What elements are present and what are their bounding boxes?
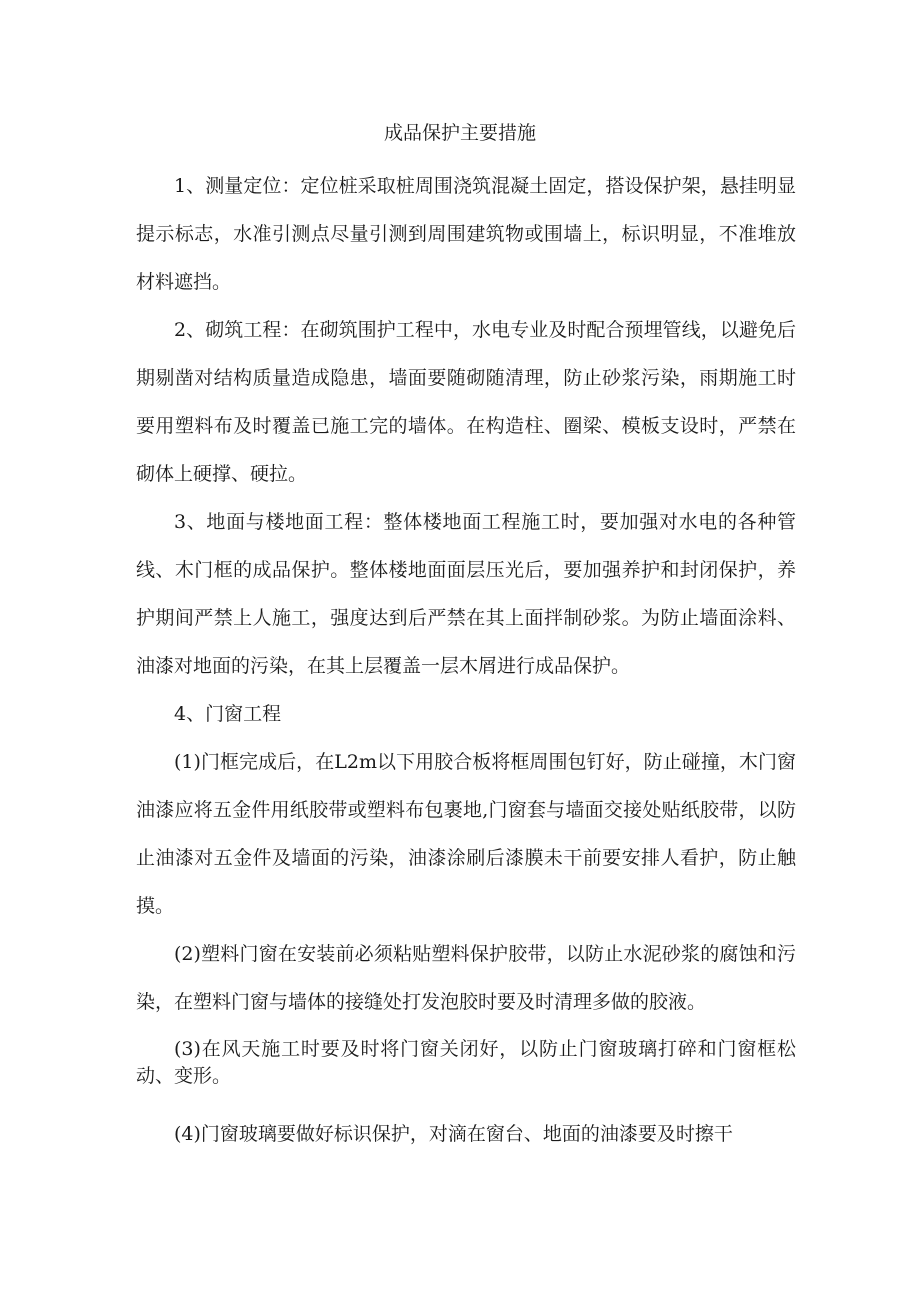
document-title: 成品保护主要措施 (383, 122, 536, 144)
paragraph-door-frame: (1)门框完成后，在L2m以下用胶合板将框周围包钉好，防止碰撞，木门窗油漆应将五金件用纸胶带或塑料布包裹地,门窗套与墙面交接处贴纸胶带，以防止油漆对五金件及墙面的污染，油漆涂刷后漆膜未干前要安排人看护，防止触摸。 (136, 751, 796, 917)
paragraph-doors-windows-heading: 4、门窗工程 (174, 703, 282, 725)
paragraph-flooring: 3、地面与楼地面工程：整体楼地面工程施工时，要加强对水电的各种管线、木门框的成品保护。整体楼地面面层压光后，要加强养护和封闭保护，养护期间严禁上人施工，强度达到后严禁在其上面拌制砂浆。为防止墙面涂料、油漆对地面的污染，在其上层覆盖一层木屑进行成品保护。 (136, 511, 796, 677)
paragraph-plastic-windows: (2)塑料门窗在安装前必须粘贴塑料保护胶带，以防止水泥砂浆的腐蚀和污染，在塑料门窗与墙体的接缝处打发泡胶时要及时清理多做的胶液。 (136, 943, 796, 1013)
paragraph-windy-weather: (3)在风天施工时要及时将门窗关闭好，以防止门窗玻璃打碎和门窗框松动、变形。 (136, 1038, 796, 1087)
paragraph-glass-marking: (4)门窗玻璃要做好标识保护，对滴在窗台、地面的油漆要及时擦干 (174, 1123, 733, 1145)
paragraph-masonry: 2、砌筑工程：在砌筑围护工程中，水电专业及时配合预埋管线，以避免后期剔凿对结构质量造成隐患，墙面要随砌随清理，防止砂浆污染，雨期施工时要用塑料布及时覆盖已施工完的墙体。在构造柱、圈梁、模板支设时，严禁在砌体上硬撑、硬拉。 (136, 319, 796, 485)
paragraph-surveying: 1、测量定位：定位桩采取桩周围浇筑混凝土固定，搭设保护架，悬挂明显提示标志，水准引测点尽量引测到周围建筑物或围墙上，标识明显，不准堆放材料遮挡。 (136, 175, 796, 293)
